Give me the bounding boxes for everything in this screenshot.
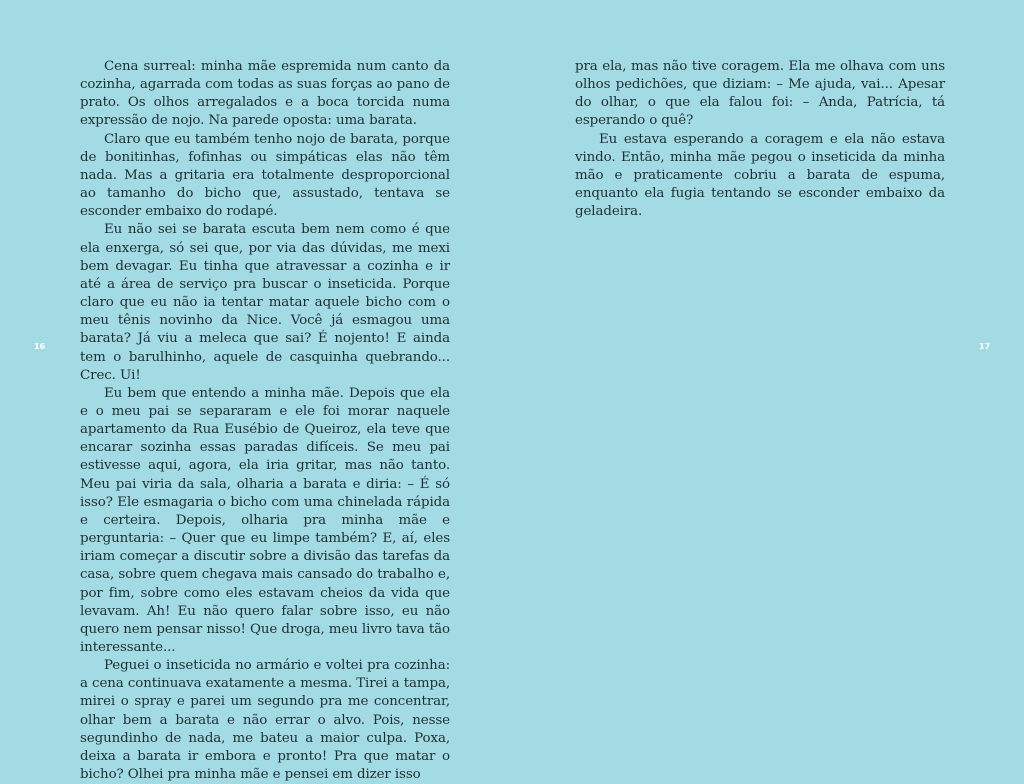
page-number: 16 (34, 342, 46, 351)
right-page (512, 0, 1024, 736)
left-page (0, 0, 512, 783)
paragraph: Eu estava esperando a coragem e ela não estava vindo. Então, minha mãe pegou o inseticida da minha mão e praticamente cobriu a barata de espuma, enquanto ela fugia tentando se esconder embaixo da geladeira. (575, 131, 945, 220)
paragraph: Eu não sei se barata escuta bem nem como é que ela enxerga, só sei que, por via das dúvidas, me mexi bem devagar. Eu tinha que atravessar a cozinha e ir até a área de serviço pra buscar o inseticida. Porque claro que eu não ia tentar matar aquele bicho com o meu tênis novinho da Nice. Você já esmagou uma barata? Já viu a meleca que sai? É nojento! E ainda tem o barulhinho, aquele de casquinha quebrando... Crec. Ui! (80, 222, 450, 383)
left-page-text (80, 58, 450, 784)
paragraph: Eu bem que entendo a minha mãe. Depois que ela e o meu pai se separaram e ele foi morar naquele apartamento da Rua Eusébio de Queiroz, ela teve que encarar sozinha essas paradas difíceis. Se meu pai estivesse aqui, agora, ela iria gritar, mas não tanto. Meu pai viria da sala, olharia a barata e diria: – É só isso? Ele esmagaria o bicho com uma chinelada rápida e certeira. Depois, olharia pra minha mãe e perguntaria: – Quer que eu limpe também? E, aí, eles iriam começar a discutir sobre a divisão das tarefas da casa, sobre quem chegava mais cansado do trabalho e, por fim, sobre como eles estavam cheios da vida que levavam. Ah! Eu não quero falar sobre isso, eu não quero nem pensar nisso! Que droga, meu livro tava tão interessante... (80, 385, 450, 655)
paragraph: Claro que eu também tenho nojo de barata, porque de bonitinhas, fofinhas ou simpáticas elas não têm nada. Mas a gritaria era totalmente desproporcional ao tamanho do bicho que, assustado, tentava se esconder embaixo do rodapé. (80, 131, 450, 220)
page-number: 17 (979, 342, 991, 351)
paragraph: pra ela, mas não tive coragem. Ela me olhava com uns olhos pedichões, que diziam: – Me ajuda, vai... Apesar do olhar, o que ela falou foi: – Anda, Patrícia, tá esperando o quê? (575, 59, 945, 129)
paragraph: Cena surreal: minha mãe espremida num canto da cozinha, agarrada com todas as suas forças ao pano de prato. Os olhos arregalados e a boca torcida numa expressão de nojo. Na parede oposta: uma barata. (80, 59, 450, 129)
right-page-text (575, 58, 945, 221)
paragraph: Peguei o inseticida no armário e voltei pra cozinha: a cena continuava exatamente a mesma. Tirei a tampa, mirei o spray e parei um segundo pra me concentrar, olhar bem a barata e não errar o alvo. Pois, nesse segundinho de nada, me bateu a maior culpa. Poxa, deixa a barata ir embora e pronto! Pra que matar o bicho? Olhei pra minha mãe e pensei em dizer isso (80, 658, 450, 783)
